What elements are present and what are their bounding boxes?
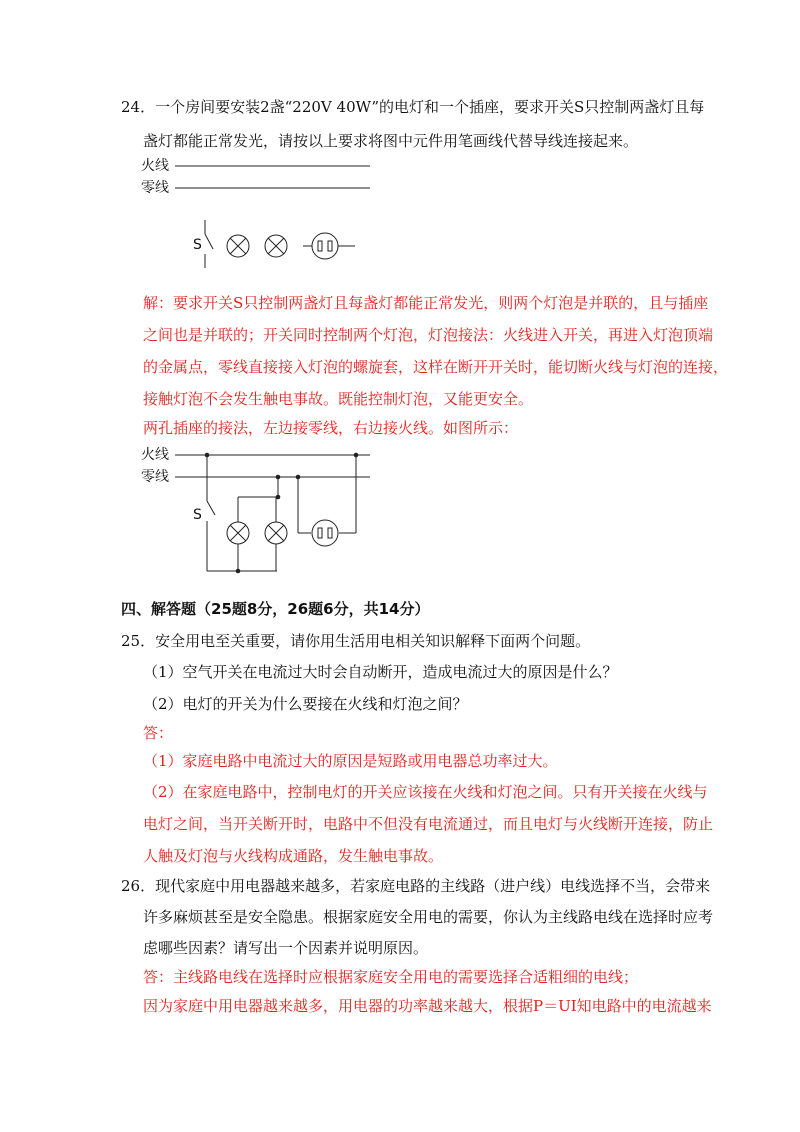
neutral-wire-label: 零线: [141, 180, 169, 196]
q25-answer-1: （1）家庭电路中电流过大的原因是短路或用电器总功率过大。: [143, 752, 558, 770]
solution-24-line-2: 之间也是并联的；开关同时控制两个灯泡，灯泡接法：火线进入开关，再进入灯泡顶端: [143, 326, 714, 344]
q25-answer-2-line-1: （2）在家庭电路中，控制电灯的开关应该接在火线和灯泡之间。只有开关接在火线与: [143, 783, 708, 801]
solution-24-line-1: 解：要求开关S只控制两盏灯且每盏灯都能正常发光，则两个灯泡是并联的，且与插座: [143, 294, 709, 312]
switch-icon: [193, 220, 213, 268]
junction-dots: [205, 453, 359, 574]
lamp-icon: [227, 235, 249, 257]
live-wire-label: 火线: [141, 447, 169, 463]
lamp-icon: [265, 235, 287, 257]
live-wire-label: 火线: [141, 158, 169, 174]
section-4-title: 四、解答题（25题8分，26题6分，共14分）: [121, 600, 430, 618]
solution-24-line-4: 接触灯泡不会发生触电事故。既能控制灯泡，又能更安全。: [143, 390, 534, 408]
q24-line-1: 24．一个房间要安装2盏“220V 40W”的电灯和一个插座，要求开关S只控制两盏灯且每: [121, 98, 705, 116]
switch-label: S: [193, 237, 202, 253]
socket-icon: [303, 233, 355, 259]
q26-line-1: 26．现代家庭中用电器越来越多，若家庭电路的主线路（进户线）电线选择不当，会带来: [121, 877, 711, 895]
q26-line-3: 虑哪些因素？请写出一个因素并说明原因。: [143, 939, 429, 957]
solution-24-line-5: 两孔插座的接法，左边接零线，右边接火线。如图所示：: [143, 419, 519, 437]
q25-answer-label: 答：: [143, 724, 174, 742]
q25-answer-2-line-2: 电灯之间，当开关断开时，电路中不但没有电流通过，而且电灯与火线断开连接，防止: [143, 815, 714, 833]
circuit-wires: [207, 455, 356, 571]
lamp-icon: [265, 522, 287, 544]
q25-stem: 25．安全用电至关重要，请你用生活用电相关知识解释下面两个问题。: [121, 632, 591, 650]
q26-answer-line-1: 答：主线路电线在选择时应根据家庭安全用电的需要选择合适粗细的电线；: [143, 968, 639, 986]
q25-part-1: （1）空气开关在电流过大时会自动断开，造成电流过大的原因是什么？: [143, 663, 618, 681]
q26-answer-line-2: 因为家庭中用电器越来越多，用电器的功率越来越大，根据P＝UI知电路中的电流越来: [143, 997, 712, 1015]
neutral-wire-label: 零线: [141, 469, 169, 485]
switch-label: S: [193, 507, 202, 523]
q25-answer-2-line-3: 人触及灯泡与火线构成通路，发生触电事故。: [143, 847, 444, 865]
socket-icon: [312, 520, 338, 546]
q26-line-2: 许多麻烦甚至是安全隐患。根据家庭安全用电的需要，你认为主线路电线在选择时应考: [143, 908, 714, 926]
circuit-diagram-solution: [135, 441, 385, 581]
circuit-diagram-question: [135, 152, 385, 277]
q24-line-2: 盏灯都能正常发光，请按以上要求将图中元件用笔画线代替导线连接起来。: [143, 132, 639, 150]
lamp-icon: [227, 522, 249, 544]
solution-24-line-3: 的金属点，零线直接接入灯泡的螺旋套，这样在断开开关时，能切断火线与灯泡的连接，: [143, 358, 729, 376]
q25-part-2: （2）电灯的开关为什么要接在火线和灯泡之间？: [143, 695, 468, 713]
